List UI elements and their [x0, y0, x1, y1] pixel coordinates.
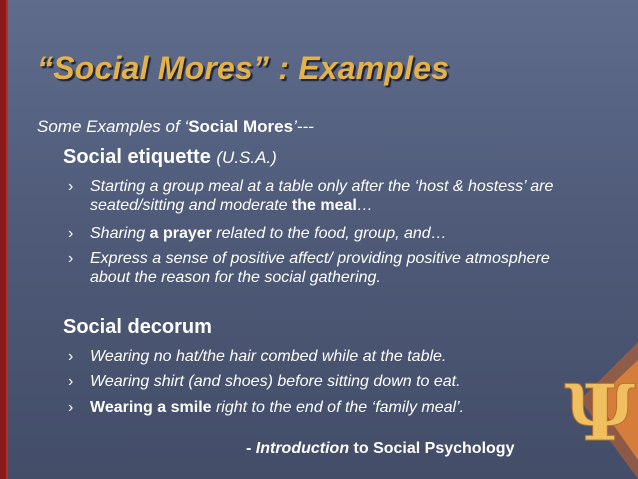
chevron-right-icon: ›	[68, 373, 74, 390]
slide-title: “Social Mores” : Examples	[37, 50, 450, 86]
item-text: Wearing no hat/the hair combed while at the table.	[90, 348, 447, 365]
chevron-right-icon: ›	[68, 399, 74, 416]
item-text-post: …	[356, 197, 373, 214]
chevron-right-icon: ›	[68, 178, 74, 195]
item-text-post: related to the food, group, and…	[211, 225, 447, 242]
item-text-post: right to the end of the ‘family meal’.	[211, 399, 465, 416]
item-text: Express a sense of positive affect/ providing positive atmosphere about the reason for the social gathering.	[90, 250, 550, 286]
chevron-right-icon: ›	[68, 348, 74, 365]
chevron-right-icon: ›	[68, 250, 74, 267]
item-bold: the meal	[291, 197, 357, 214]
left-accent-stripe	[6, 0, 8, 479]
section-heading-label: Social decorum	[63, 316, 212, 338]
source-citation	[246, 440, 514, 458]
intro-bold: Social Mores	[188, 117, 294, 136]
source-post: to Social Psychology	[349, 440, 515, 457]
psi-logo-icon	[560, 320, 638, 479]
item-bold: a prayer	[149, 225, 212, 242]
chevron-right-icon: ›	[68, 225, 74, 242]
intro-pre: Some Examples of ‘	[37, 117, 189, 136]
source-italic: Introduction	[255, 440, 350, 457]
list-item	[68, 398, 598, 417]
psi-glyph: Ψ	[564, 368, 636, 459]
intro-post: ’---	[293, 117, 314, 136]
item-bold: Wearing a smile	[90, 399, 212, 416]
section-heading-etiquette	[37, 146, 277, 169]
item-text: Sharing	[90, 225, 150, 242]
list-item	[68, 372, 598, 391]
item-text: Wearing shirt (and shoes) before sitting down to eat.	[90, 373, 461, 390]
list-item	[68, 224, 598, 243]
section-heading-paren: (U.S.A.)	[216, 148, 277, 167]
source-pre: -	[246, 440, 256, 457]
intro-line	[37, 117, 314, 137]
section-heading-label: Social etiquette	[63, 146, 217, 168]
list-item	[68, 177, 598, 215]
item-text: Starting a group meal at a table only after the ‘host & hostess’ are seated/sitting and moderate	[90, 178, 554, 214]
list-item	[68, 347, 598, 366]
section-heading-decorum	[37, 316, 212, 339]
list-item	[68, 249, 583, 287]
